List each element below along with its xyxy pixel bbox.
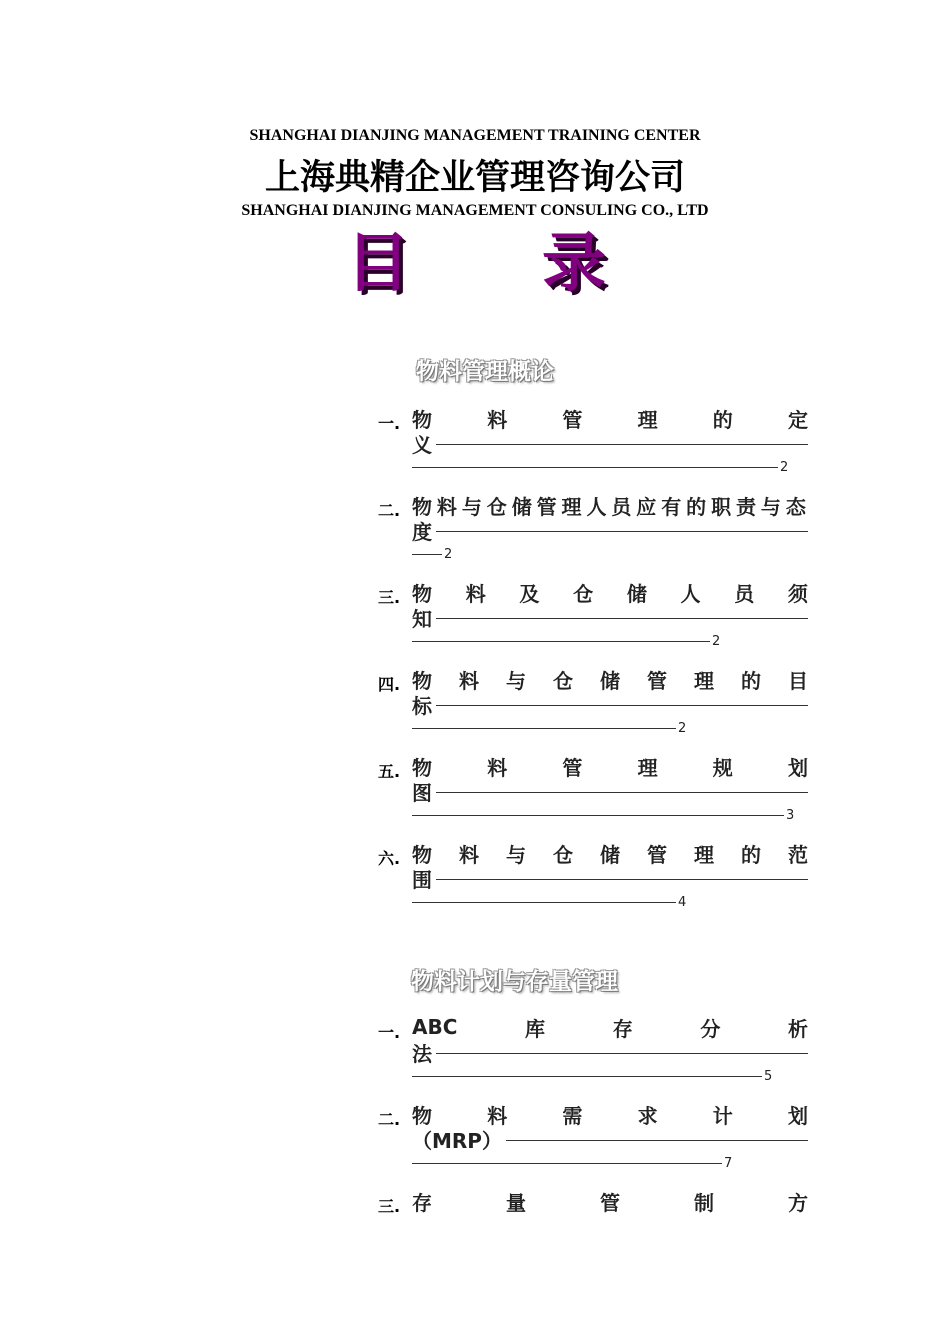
company-name-english: SHANGHAI DIANJING MANAGEMENT CONSULING CO., LTD [241,202,709,219]
toc-heading [0,226,950,302]
entry-title-continuation [412,604,808,630]
entry-title-char: 物 [412,668,432,693]
entry-number: 三. [378,1197,401,1216]
entry-title-line [412,1188,808,1214]
entry-title-char: 人 [586,494,609,519]
entry-title-continuation [412,865,808,891]
leader-line [412,815,784,816]
leader-and-page [412,718,686,738]
toc-heading-char-1: 目 [346,227,410,301]
section-title: 物料管理概论 [416,359,554,385]
leader-line [412,1076,762,1077]
leader-and-page [412,631,720,651]
entry-title-char: 职 [711,494,734,519]
leader-line [436,618,808,619]
entry-title-tail: 义 [412,432,432,457]
entry-title-char: 料 [465,581,486,606]
entry-title-char: 规 [712,755,733,780]
entry-number: 五. [378,762,401,781]
page-number: 3 [786,807,795,823]
entry-title-char: 物 [412,1103,432,1128]
page-number: 2 [444,546,453,562]
entry-title-char: 员 [611,494,634,519]
entry-number: 一. [378,414,401,433]
leader-and-page [412,892,686,912]
toc-entry[interactable] [378,1014,808,1094]
entry-title-line [412,1014,808,1040]
entry-number: 二. [378,501,401,520]
entry-title-char: 仓 [573,581,594,606]
leader-line [436,792,808,793]
leader-and-page [412,805,794,825]
entry-title-tail: 标 [412,693,432,718]
entry-title-char: 的 [741,842,761,867]
entry-title-continuation [412,430,808,456]
entry-title-char: 方 [788,1190,808,1215]
entry-title-char: 理 [694,668,714,693]
entry-title-char: 分 [700,1016,721,1041]
toc-entry[interactable] [378,1188,808,1268]
entry-title-char: 物 [412,842,432,867]
toc-entry[interactable] [378,492,808,572]
toc-entry[interactable] [378,840,808,920]
entry-number: 三. [378,588,401,607]
toc-entry[interactable] [378,405,808,485]
entry-title-char: 定 [787,407,808,432]
entry-title-char: 储 [600,842,620,867]
entry-title-line [412,840,808,866]
entry-title-char: 的 [741,668,761,693]
entry-title-char: 管 [647,668,667,693]
entry-title-char: 料 [487,407,508,432]
entry-title-char: 须 [787,581,808,606]
entry-title-char: 料 [459,842,479,867]
entry-title-char: 料 [459,668,479,693]
page-number: 2 [712,633,721,649]
entry-title-continuation [412,517,808,543]
entry-title-continuation [412,1126,808,1152]
entry-title-line [412,1101,808,1127]
entry-title-char: 有 [661,494,684,519]
entry-number: 四. [378,675,401,694]
leader-and-page [412,1066,772,1086]
leader-line [506,1140,808,1141]
entry-title-char: 理 [561,494,584,519]
entry-title-char: 存 [612,1016,633,1041]
entry-title-continuation [412,691,808,717]
entry-title-char: 的 [712,407,733,432]
entry-title-char: 与 [760,494,783,519]
toc-entry[interactable] [378,753,808,833]
entry-number: 二. [378,1110,401,1129]
entry-title-char: 计 [712,1103,733,1128]
entry-title-line [412,492,808,518]
leader-line [412,1163,722,1164]
entry-title-char: ABC [412,1015,458,1039]
page-number: 2 [780,459,789,475]
entry-title-char: 态 [785,494,808,519]
entry-title-char: 物 [412,581,432,606]
leader-line [412,467,778,468]
entry-title-char: 物 [412,755,432,780]
entry-title-char: 仓 [553,842,573,867]
leader-line [436,444,808,445]
entry-title-char: 库 [525,1016,546,1041]
leader-line [436,531,808,532]
entry-title-line [412,666,808,692]
company-name-chinese: 上海典精企业管理咨询公司 [264,158,685,198]
entry-title-char: 管 [536,494,559,519]
section-title: 物料计划与存量管理 [411,969,618,995]
entry-title-char: 理 [637,407,658,432]
entry-title-char: 管 [600,1190,620,1215]
leader-line [436,879,808,880]
entry-title-char: 存 [412,1190,432,1215]
entry-number: 六. [378,849,401,868]
entry-title-char: 量 [506,1190,526,1215]
entry-title-char: 与 [506,668,526,693]
entry-title-char: 储 [600,668,620,693]
entry-title-char: 仓 [553,668,573,693]
entry-title-char: 责 [735,494,758,519]
entry-title-tail: （MRP） [412,1128,502,1153]
entry-title-char: 仓 [486,494,509,519]
entry-title-line [412,753,808,779]
entry-title-char: 储 [511,494,534,519]
toc-entry[interactable] [378,666,808,746]
entry-title-char: 划 [787,1103,808,1128]
entry-title-char: 储 [626,581,647,606]
entry-title-char: 理 [694,842,714,867]
leader-and-page [412,1153,732,1173]
entry-title-line [412,579,808,605]
entry-title-char: 理 [637,755,658,780]
leader-line [412,728,676,729]
entry-title-char: 求 [637,1103,658,1128]
entry-title-continuation [412,778,808,804]
leader-line [436,1053,808,1054]
entry-title-char: 应 [636,494,659,519]
entry-title-char: 物 [412,494,434,519]
entry-title-char: 与 [506,842,526,867]
entry-title-tail: 法 [412,1041,432,1066]
entry-title-char: 制 [694,1190,714,1215]
entry-number: 一. [378,1023,401,1042]
entry-title-tail: 围 [412,867,432,892]
entry-title-char: 料 [487,1103,508,1128]
entry-title-tail: 图 [412,780,432,805]
entry-title-char: 管 [562,407,583,432]
entry-title-char: 人 [680,581,701,606]
entry-title-continuation [412,1039,808,1065]
toc-heading-char-2: 录 [542,227,606,301]
page-number: 7 [724,1155,733,1171]
entry-title-char: 析 [787,1016,808,1041]
entry-title-char: 员 [734,581,755,606]
entry-title-char: 料 [436,494,459,519]
leader-and-page [412,544,452,564]
entry-title-tail: 知 [412,606,432,631]
entry-title-char: 范 [788,842,808,867]
entry-title-char: 管 [647,842,667,867]
entry-title-char: 物 [412,407,432,432]
entry-title-char: 料 [487,755,508,780]
page-number: 5 [764,1068,773,1084]
entry-title-line [412,405,808,431]
entry-title-tail: 度 [412,519,432,544]
toc-entry[interactable] [378,1101,808,1181]
entry-title-char: 目 [788,668,808,693]
leader-line [436,705,808,706]
leader-line [412,902,676,903]
entry-title-char: 的 [686,494,709,519]
leader-and-page [412,457,788,477]
entry-title-char: 管 [562,755,583,780]
toc-entry[interactable] [378,579,808,659]
entry-title-char: 与 [461,494,484,519]
entry-title-char: 需 [562,1103,583,1128]
entry-title-char: 及 [519,581,540,606]
page-number: 4 [678,894,687,910]
entry-title-char: 划 [787,755,808,780]
leader-line [412,554,442,555]
training-center-name: SHANGHAI DIANJING MANAGEMENT TRAINING CENTER [249,127,701,144]
leader-line [412,641,710,642]
page-number: 2 [678,720,687,736]
